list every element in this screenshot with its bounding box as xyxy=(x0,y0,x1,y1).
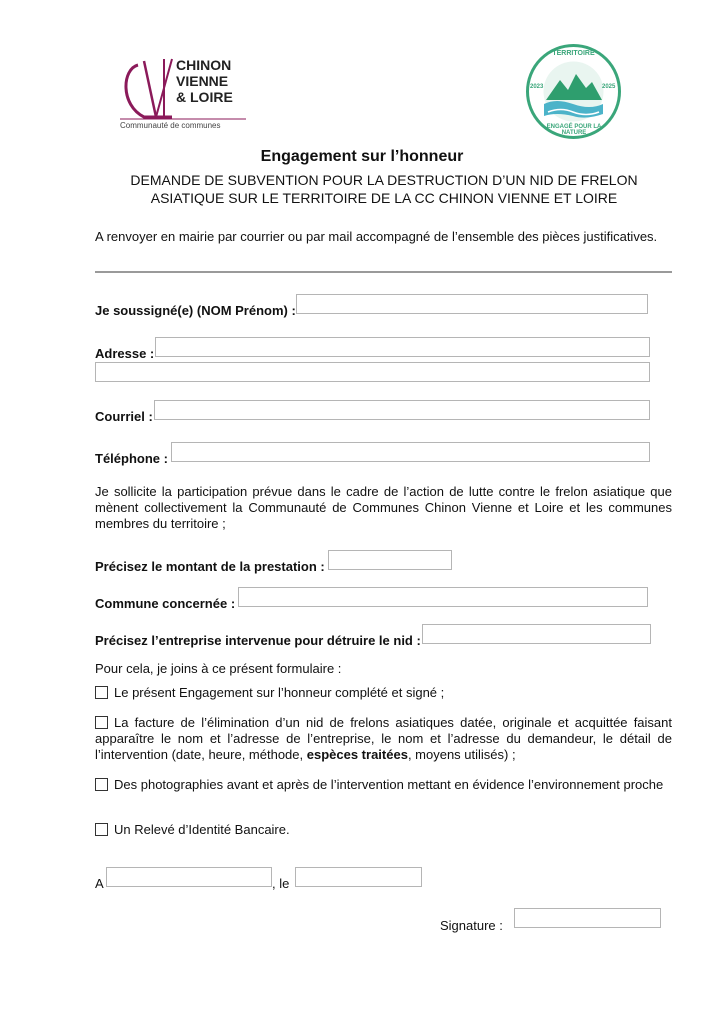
checkbox-facture[interactable] xyxy=(95,716,108,729)
company-field[interactable] xyxy=(422,624,651,644)
request-text: Je sollicite la participation prévue dans le cadre de l’action de lutte contre le frelon asiatique que mènent collectivement la Communauté de Communes Chinon Vienne et Loire et les communes membres du territoire ; xyxy=(95,484,672,531)
checkbox-photos[interactable] xyxy=(95,778,108,791)
checklist-item-photos xyxy=(95,777,672,793)
name-label: Je soussigné(e) (NOM Prénom) : xyxy=(95,303,296,318)
address-label: Adresse : xyxy=(95,346,155,361)
checklist-item-engagement xyxy=(95,685,672,701)
checklist-item-rib xyxy=(95,822,672,838)
signature-field[interactable] xyxy=(514,908,661,928)
checklist-item-facture-bold: espèces traitées xyxy=(306,747,408,762)
logo-line1: CHINON xyxy=(176,57,232,73)
place-field[interactable] xyxy=(106,867,272,887)
checkbox-rib[interactable] xyxy=(95,823,108,836)
checklist-item-rib-label: Un Relevé d’Identité Bancaire. xyxy=(114,822,290,837)
territoire-engage-badge xyxy=(526,44,621,139)
commune-field[interactable] xyxy=(238,587,648,607)
checklist-item-facture xyxy=(95,715,672,763)
badge-bottom-text: ENGAGÉ POUR LA NATURE xyxy=(546,124,602,136)
checklist-item-engagement-label: Le présent Engagement sur l’honneur complété et signé ; xyxy=(114,685,445,700)
subtitle-line2: ASIATIQUE SUR LE TERRITOIRE DE LA CC CHINON VIENNE ET LOIRE xyxy=(150,190,618,206)
commune-label: Commune concernée : xyxy=(95,596,236,611)
place-prefix: A xyxy=(95,876,104,891)
name-field[interactable] xyxy=(296,294,648,314)
checkbox-engagement[interactable] xyxy=(95,686,108,699)
company-label: Précisez l’entreprise intervenue pour détruire le nid : xyxy=(95,633,421,648)
separator-line xyxy=(95,271,672,273)
amount-field[interactable] xyxy=(328,550,452,570)
intro-text: A renvoyer en mairie par courrier ou par mail accompagné de l’ensemble des pièces justificatives. xyxy=(95,229,658,244)
join-text: Pour cela, je joins à ce présent formulaire : xyxy=(95,661,342,676)
email-field[interactable] xyxy=(154,400,650,420)
subtitle-line1: DEMANDE DE SUBVENTION POUR LA DESTRUCTION D’UN NID DE FRELON xyxy=(130,172,638,188)
checklist-item-facture-text: La facture de l’élimination d’un nid de frelons asiatiques datée, originale et acquittée faisant apparaître le nom et l’adresse de l’entreprise, le nom et l’adresse du demandeur, le détail de l’intervention (date, heure, méthode, xyxy=(95,715,672,762)
badge-top-text: TERRITOIRE xyxy=(552,50,595,57)
logo-line3: & LOIRE xyxy=(176,89,233,105)
document-subtitle xyxy=(100,171,668,207)
document-title: Engagement sur l’honneur xyxy=(260,148,464,165)
email-label: Courriel : xyxy=(95,409,153,424)
badge-year-left: 2023 xyxy=(530,84,544,90)
address-field-line2[interactable] xyxy=(95,362,650,382)
badge-year-right: 2025 xyxy=(602,84,616,90)
checklist-item-facture-end: , moyens utilisés) ; xyxy=(407,747,516,762)
phone-field[interactable] xyxy=(171,442,650,462)
address-field-line1[interactable] xyxy=(155,337,650,357)
date-prefix: , le xyxy=(272,876,290,891)
logo-line2: VIENNE xyxy=(176,73,229,89)
date-field[interactable] xyxy=(295,867,422,887)
logo-tagline: Communauté de communes xyxy=(120,121,221,130)
signature-label: Signature : xyxy=(440,918,503,933)
checklist-item-photos-label: Des photographies avant et après de l’intervention mettant en évidence l’environnement proche xyxy=(114,777,664,792)
phone-label: Téléphone : xyxy=(95,451,168,466)
amount-label: Précisez le montant de la prestation : xyxy=(95,559,325,574)
chinon-vienne-loire-logo xyxy=(118,55,248,133)
